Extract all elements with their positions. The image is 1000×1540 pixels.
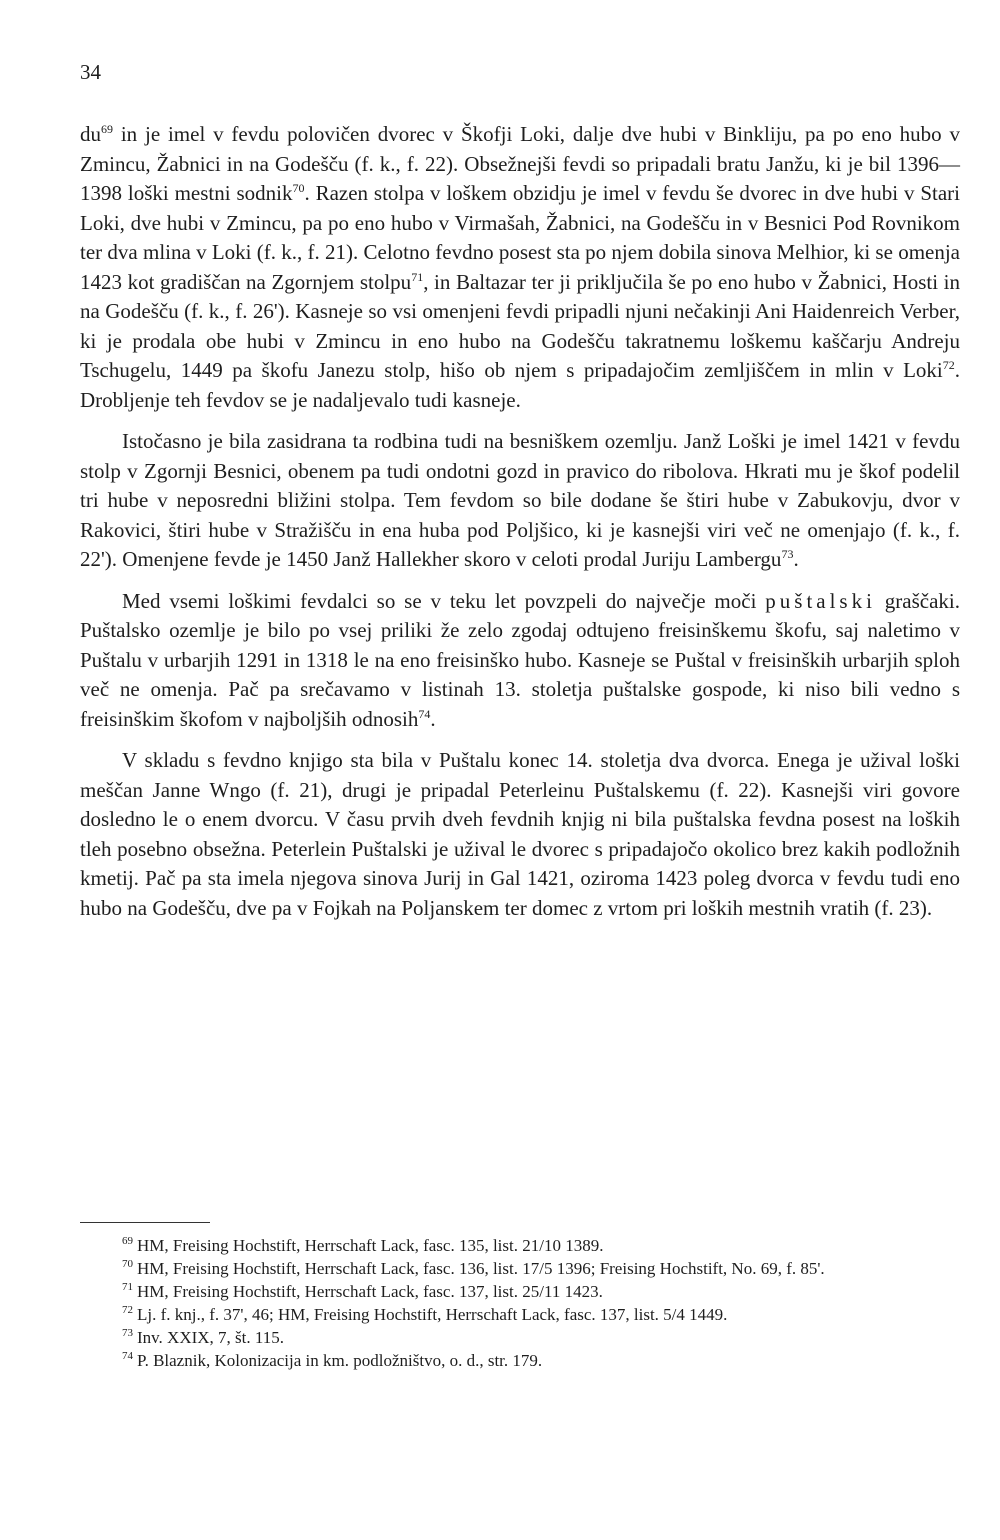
text-run: , in Baltazar ter ji priključila še po eno hubo v Žabnici, Hosti in na Godešču (f. k., f. 26'). Kasneje so vsi omenjeni fevdi pripadli njuni nečakinji Ani Haidenreich Verber, ki je prodala obe hubi v Zmincu in eno hubo na Godešču takratnemu loškemu kaščarju Andreju Tschugelu, 1449 pa škofu Janezu stolp, hišo ob njem s pripadajočim zemljiščem in mlin v Loki [80,269,960,382]
footnote [80,1257,960,1280]
text-run: . [430,706,436,731]
paragraph [80,587,960,735]
text-run: . Razen stolpa v loškem obzidju je imel v fevdu še dvorec in dve hubi v Stari Loki, dve hubi v Zmincu, pa po eno hubo v Virmašah, Žabnici, na Godešču in v Besnici Pod Rovnikom ter dva mlina v Loki (f. k., f. 21). Celotno fevdno posest sta po njem dobila sinova Melhior, ki se omenja 1423 kot gradiščan na Zgornjem stolpu [80,181,960,294]
footnote [80,1303,960,1326]
footnote-reference: 73 [781,547,794,561]
paragraph [80,427,960,575]
page-number: 34 [80,60,101,84]
footnote-mark: 70 [122,1258,133,1271]
text-run: Med vsemi loškimi fevdalci so se v teku let povzpeli do največje moči [122,588,766,613]
footnote-reference: 69 [101,122,113,136]
paragraph [80,746,960,923]
text-run: Istočasno je bila zasidrana ta rodbina tudi na besniškem ozemlju. Janž Loški je imel 1421 v fevdu stolp v Zgornji Besnici, obenem pa tudi ondotni gozd in pravico do ribolova. Hkrati mu je škof podelil tri hube v neposredni bližini stolpa. Tem fevdom so bile dodane še štiri hube v Zabukovju, dvor v Rakovici, štiri hube v Stražišču in ena huba pod Poljšico, ki je kasnejši viri več ne omenjajo (f. k., f. 22'). Omenjene fevde je 1450 Janž Hallekher skoro v celoti prodal Juriju Lambergu [80,429,960,571]
emphasized-word: puštalski [765,588,876,613]
footnote [80,1326,960,1349]
footnote-mark: 71 [122,1281,133,1294]
text-run: . Drobljenje teh fevdov se je nadaljevalo tudi kasneje. [80,358,960,412]
paragraph [80,120,960,415]
footnote-mark: 72 [122,1304,133,1317]
footnote-divider [80,1222,210,1223]
body-text [80,120,960,923]
footnote-reference: 74 [418,706,431,721]
footnote [80,1234,960,1257]
footnote-reference: 72 [942,358,955,372]
text-run: V skladu s fevdno knjigo sta bila v Puštalu konec 14. stoletja dva dvorca. Enega je užival loški meščan Janne Wngo (f. 21), drugi je pripadal Peterleinu Puštalskemu (f. 22). Kasnejši viri govore dosledno le o enem dvorcu. V času prvih dveh fevdnih knjig ni bila puštalska fevdna posest na loških tleh posebno obsežna. Peterlein Puštalski je užival le dvorec s pripadajočo okolico brez kakih podložnih kmetij. Pač pa sta imela njegova sinova Jurij in Gal 1421, oziroma 1423 poleg dvorca v fevdu tudi eno hubo na Godešču, dve pa v Fojkah na Poljanskem ter domec z vrtom pri loških mestnih vratih (f. 23). [80,748,960,920]
text-run: . [793,547,799,571]
footnote-reference: 71 [411,269,424,284]
text-run: du [80,122,101,146]
footnote-text: Lj. f. knj., f. 37', 46; HM, Freising Hochstift, Herrschaft Lack, fasc. 137, list. 5/4 1449. [137,1305,728,1324]
footnotes [80,1234,960,1372]
footnote-reference: 70 [292,181,305,195]
text-run: in je imel v fevdu polovičen dvorec v Škofji Loki, dalje dve hubi v Binkliju, pa po eno hubo v Zmincu, Žabnici in na Godešču (f. k., f. 22). Obsežnejši fevdi so pripadali bratu Janžu, ki je bil 1396—1398 loški mestni sodnik [80,122,960,205]
footnote-mark: 73 [122,1327,133,1340]
footnote-text: HM, Freising Hochstift, Herrschaft Lack, fasc. 137, list. 25/11 1423. [137,1282,603,1301]
footnote-text: Inv. XXIX, 7, št. 115. [137,1328,285,1347]
footnote-mark: 69 [122,1235,133,1248]
footnote-text: P. Blaznik, Kolonizacija in km. podložništvo, o. d., str. 179. [137,1351,543,1370]
footnote-text: HM, Freising Hochstift, Herrschaft Lack, fasc. 135, list. 21/10 1389. [137,1236,604,1255]
footnote-text: HM, Freising Hochstift, Herrschaft Lack, fasc. 136, list. 17/5 1396; Freising Hochstift, No. 69, f. 85'. [137,1259,825,1278]
footnote [80,1349,960,1372]
footnote-mark: 74 [122,1350,133,1363]
footnote [80,1280,960,1303]
text-run: graščaki. Puštalsko ozemlje je bilo po vsej priliki že zelo zgodaj odtujeno freisinškemu škofu, saj naletimo v Puštalu v urbarjih 1291 in 1318 le na eno freisinško hubo. Kasneje se Puštal v freisinških urbarjih sploh več ne omenja. Pač pa srečavamo v listinah 13. stoletja puštalske gospode, ki niso bili vedno s freisinškim škofom v najboljših odnosih [80,588,960,731]
